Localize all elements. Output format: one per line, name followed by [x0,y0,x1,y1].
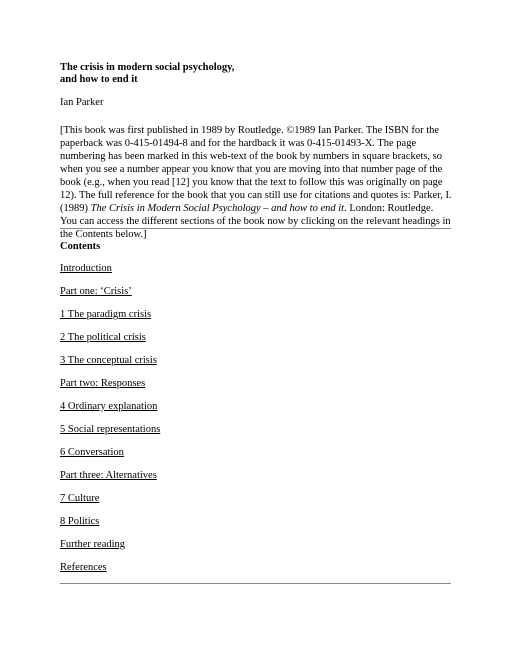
divider-bottom [60,583,451,584]
contents-link-further-reading[interactable]: Further reading [60,539,126,550]
contents-link-part-three[interactable]: Part three: Alternatives [60,470,157,481]
contents-link-chapter-3[interactable]: 3 The conceptual crisis [60,355,157,366]
contents-heading: Contents [60,241,101,252]
contents-item [60,377,160,400]
contents-link-chapter-4[interactable]: 4 Ordinary explanation [60,401,158,412]
contents-item [60,423,160,446]
publication-note-book-title: The Crisis in Modern Social Psychology – and how to end it [90,203,345,214]
publication-note-text-1: [This book was first published in 1989 by Routledge. ©1989 Ian Parker. The ISBN for the paperback was 0-415-01494-8 and for the hardback it was 0-415-01493-X. The page numbering has been marked in this web-text of the book by numbers in square brackets, so when you see a number appear you know that you are moving into that number page of the book (e.g., when you read [12] you know that the text to follow this was originally on page 12). The full reference for the book that you can still use for citations and quotes is: Parker, I. (1989) [60,125,452,214]
contents-item [60,515,160,538]
contents-item [60,262,160,285]
contents-item [60,446,160,469]
contents-link-chapter-1[interactable]: 1 The paradigm crisis [60,309,152,320]
book-title-line-1: The crisis in modern social psychology, [60,62,235,73]
divider-top [60,228,451,229]
contents-link-chapter-8[interactable]: 8 Politics [60,516,100,527]
publication-note [60,124,452,241]
contents-item [60,469,160,492]
book-title-line-2: and how to end it [60,74,138,85]
contents-link-chapter-6[interactable]: 6 Conversation [60,447,124,458]
contents-item [60,400,160,423]
contents-link-references[interactable]: References [60,562,107,573]
contents-item [60,331,160,354]
contents-item [60,561,160,584]
author-name: Ian Parker [60,97,104,108]
contents-link-part-one[interactable]: Part one: ‘Crisis’ [60,286,132,297]
contents-link-part-two[interactable]: Part two: Responses [60,378,146,389]
contents-link-introduction[interactable]: Introduction [60,263,112,274]
contents-link-chapter-7[interactable]: 7 Culture [60,493,100,504]
contents-item [60,308,160,331]
contents-link-chapter-2[interactable]: 2 The political crisis [60,332,146,343]
book-title [60,62,460,86]
contents-list [60,262,160,584]
contents-item [60,285,160,308]
publication-note-text-2: . London: Routledge. You can access the different sections of the book now by clicking on the relevant headings in the Contents below.] [60,203,451,240]
contents-item [60,354,160,377]
contents-item [60,538,160,561]
contents-item [60,492,160,515]
contents-link-chapter-5[interactable]: 5 Social representations [60,424,161,435]
